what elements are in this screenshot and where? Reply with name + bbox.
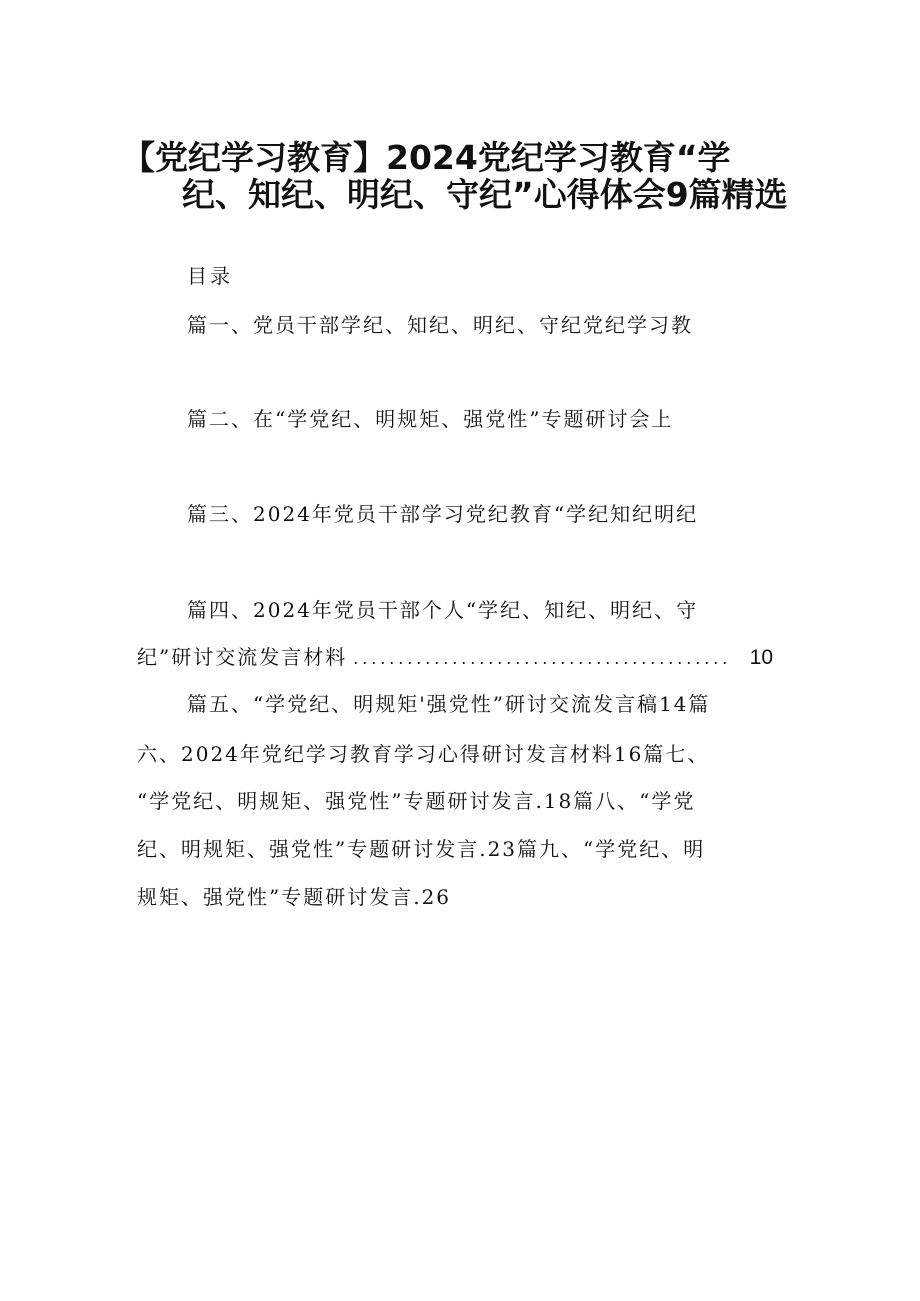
toc-entry-2[interactable]: 篇二、在“学党纪、明规矩、强党性”专题研讨会上 — [187, 407, 674, 431]
toc-entry-6[interactable]: 六、2024年党纪学习教育学习心得研讨发言材料16篇七、 — [137, 742, 710, 766]
toc-entry-7[interactable]: “学党纪、明规矩、强党性”专题研讨发言.18篇八、“学党 — [137, 789, 696, 813]
toc-entry-8[interactable]: 纪、明规矩、强党性”专题研讨发言.23篇九、“学党纪、明 — [137, 837, 706, 861]
toc-entry-text: 纪”研讨交流发言材料 — [137, 645, 348, 669]
toc-leader-dots: .......................................... — [353, 648, 732, 668]
toc-entry-9[interactable]: 规矩、强党性”专题研讨发言.26 — [137, 885, 452, 909]
toc-entry-4[interactable]: 篇四、2024年党员干部个人“学纪、知纪、明纪、守 — [187, 598, 699, 622]
toc-entry-4-continued[interactable] — [137, 643, 773, 672]
toc-entry-3[interactable]: 篇三、2024年党员干部学习党纪教育“学纪知纪明纪 — [187, 502, 699, 526]
toc-heading: 目录 — [187, 264, 233, 288]
toc-entry-1[interactable]: 篇一、党员干部学纪、知纪、明纪、守纪党纪学习教 — [187, 313, 693, 337]
document-title-line-2: 纪、知纪、明纪、守纪”心得体会9篇精选 — [182, 175, 788, 214]
document-title-line-1: 【党纪学习教育】2024党纪学习教育“学 — [122, 138, 731, 177]
toc-entry-5[interactable]: 篇五、“学党纪、明规矩'强党性”研讨交流发言稿14篇 — [187, 692, 711, 716]
toc-page-number: 10 — [749, 646, 773, 669]
